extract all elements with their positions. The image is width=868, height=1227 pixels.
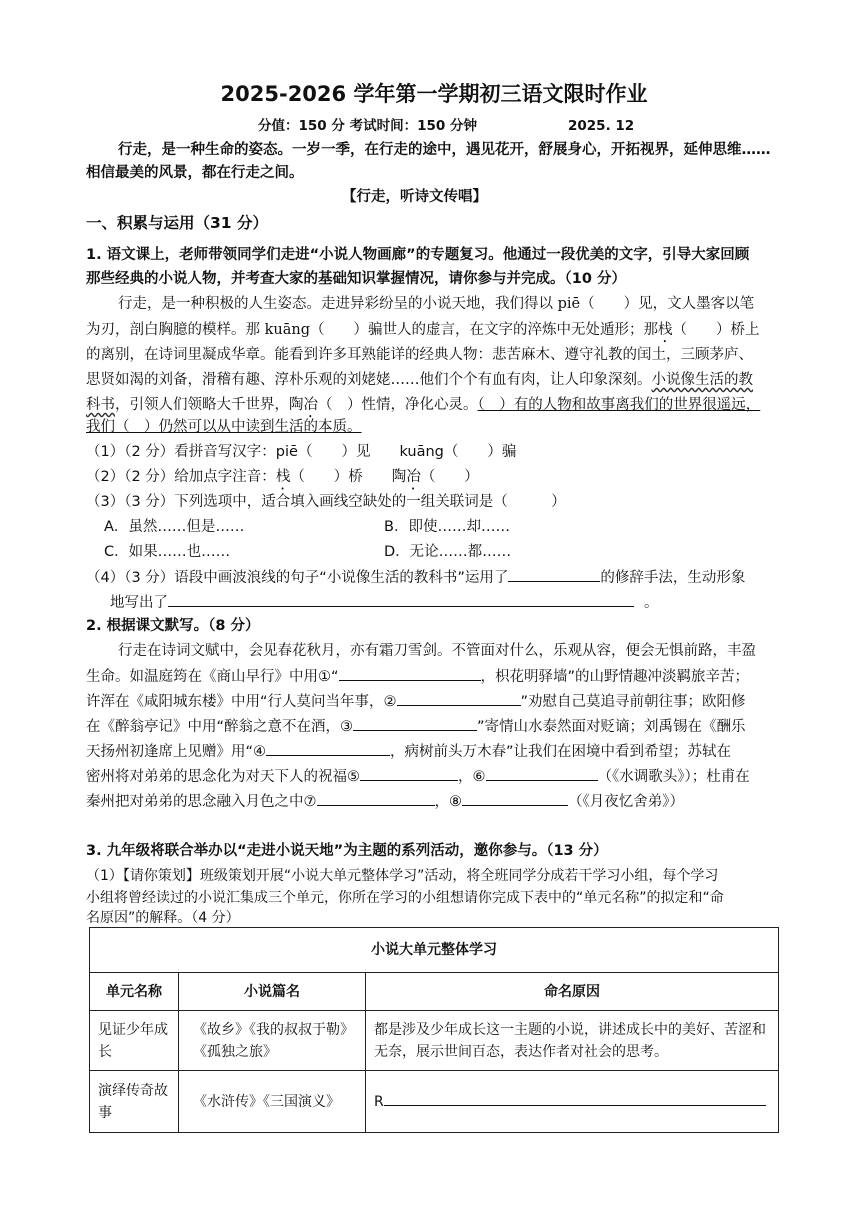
dotted-char: 栈 — [275, 469, 291, 485]
works-cell: 《水浒传》《三国演义》 — [179, 1071, 366, 1133]
q1-sub-1: （1）（2 分）看拼音写汉字：piē（ ）见 kuāng（ ）骗 — [86, 444, 517, 460]
answer-blank — [317, 791, 435, 806]
option-d: D．无论……都…… — [384, 544, 512, 560]
dotted-char: 栈 — [658, 322, 673, 338]
q1-passage-line-6: 我们（ ）仍然可以从中读到生活的本质。 — [86, 419, 362, 435]
q2-line-2: 生命。如温庭筠在《商山早行》中用①“ ，枳花明驿墙”的山野情趣冲淡羁旅辛苦； — [86, 666, 749, 687]
q1-sub-4: （4）（3 分）语段中画波浪线的句子“小说像生活的教科书”运用了 的修辞手法，生动形象 — [86, 567, 745, 588]
answer-blank — [360, 766, 458, 781]
answer-blank — [486, 766, 598, 781]
q1-passage-line-1: 行走，是一种积极的人生姿态。走进异彩纷呈的小说天地，我们得以 piē（ ）见，文人墨客以笔 — [118, 296, 755, 312]
q2-line-1: 行走在诗词文赋中，会见春花秋月，亦有霜刀雪剑。不管面对什么，乐观从容，便会无惧前路，丰盈 — [118, 643, 756, 659]
section-banner: 【行走，听诗文传唱】 — [342, 189, 487, 205]
unit-name-cell: 见证少年成长 — [90, 1011, 179, 1071]
wavy-underline-text: 小说像生活的教 — [651, 372, 753, 388]
reason-answer-cell[interactable]: R — [366, 1071, 779, 1133]
reason-cell: 都是涉及少年成长这一主题的小说，讲述成长中的美好、苦涩和无奈，展示世间百态，表达作者对社会的思考。 — [366, 1011, 779, 1071]
intro-line-2: 相信最美的风景，都在行走之间。 — [86, 165, 304, 181]
q2-line-6: 天扬州初逢席上见赠》用“④ ，病树前头万木春”让我们在困境中看到希望；苏轼在 — [86, 741, 731, 762]
table-caption: 小说大单元整体学习 — [90, 928, 779, 973]
works-cell: 《故乡》《我的叔叔于勒》《孤独之旅》 — [179, 1011, 366, 1071]
table-row — [90, 1011, 779, 1071]
answer-blank — [397, 691, 521, 706]
q1-passage-line-5: 科书，引领人们领略大千世界，陶冶（ ）性情，净化心灵。（ ）有的人物和故事离我们的世界很遥远， — [86, 397, 761, 413]
table-header: 命名原因 — [366, 973, 779, 1011]
underlined-blank-text: （ ）有的人物和故事离我们的世界很遥远， — [477, 397, 761, 413]
dotted-char: 冶 — [303, 397, 318, 413]
exam-meta-date: 2025. 12 — [568, 118, 635, 134]
option-b: B．即使……却…… — [384, 519, 510, 535]
table-header: 单元名称 — [90, 973, 179, 1011]
table-header: 小说篇名 — [179, 973, 366, 1011]
q2-line-3: 许浑在《咸阳城东楼》中用“行人莫问当年事，② ”劝慰自己莫追寻前朝往事；欧阳修 — [86, 691, 746, 712]
q1-passage-line-2: 为刃，剖白胸臆的模样。那 kuāng（ ）骗世人的虚言，在文字的淬炼中无处遁形；那栈（ ）桥上 — [86, 322, 760, 338]
q1-sub-4-cont: 地写出了 。 — [110, 592, 659, 613]
answer-blank — [462, 791, 568, 806]
q1-passage-line-3: 的离别，在诗词里凝成华章。能看到许多耳熟能详的经典人物：悲苦麻木、遵守礼教的闰土，三顾茅庐、 — [86, 347, 753, 363]
unit-name-cell: 演绎传奇故事 — [90, 1071, 179, 1133]
answer-blank — [339, 666, 481, 681]
q1-stem-line-2: 那些经典的小说人物，并考查大家的基础知识掌握情况，请你参与并完成。（10 分） — [86, 271, 626, 287]
q3-sub-1-line-3: 名原因”的解释。（4 分） — [86, 910, 240, 926]
table-row — [90, 1071, 779, 1133]
q2-stem: 2. 根据课文默写。（8 分） — [86, 618, 260, 634]
answer-blank — [353, 716, 477, 731]
q2-line-8: 秦州把对弟弟的思念融入月色之中⑦ ，⑧ （《月夜忆舍弟》） — [86, 791, 684, 812]
answer-blank — [266, 741, 390, 756]
wavy-underline-text: 科书 — [86, 397, 115, 413]
unit-table — [89, 927, 779, 1133]
q1-sub-2: （2）（2 分）给加点字注音：栈（ ）桥 陶冶（ ） — [86, 469, 479, 485]
dotted-char: 冶 — [406, 469, 421, 485]
answer-blank — [168, 592, 634, 607]
answer-blank[interactable] — [384, 1091, 766, 1106]
intro-line-1: 行走，是一种生命的姿态。一岁一季，在行走的途中，遇见花开，舒展身心，开拓视界，延伸思维…… — [118, 142, 771, 158]
q3-sub-1-line-1: （1）【请你策划】班级策划开展“小说大单元整体学习”活动，将全班同学分成若干学习小组，每个学习 — [86, 868, 719, 884]
q2-line-4: 在《醉翁亭记》中用“醉翁之意不在酒，③ ”寄情山水泰然面对贬谪；刘禹锡在《酬乐 — [86, 716, 746, 737]
q3-stem: 3. 九年级将联合举办以“走进小说天地”为主题的系列活动，邀你参与。（13 分） — [86, 843, 608, 859]
option-c: C．如果……也…… — [104, 544, 231, 560]
q2-line-7: 密州将对弟弟的思念化为对天下人的祝福⑤ ，⑥ （《水调歌头》）；杜甫在 — [86, 766, 750, 787]
q1-passage-line-4: 思贤如渴的刘备，滑稽有趣、淳朴乐观的刘姥姥……他们个个有血有肉，让人印象深刻。小说像生活的教 — [86, 372, 753, 388]
section-heading: 一、积累与运用（31 分） — [86, 214, 268, 232]
q1-stem-line-1: 1. 语文课上，老师带领同学们走进“小说人物画廊”的专题复习。他通过一段优美的文字，引导大家回顾 — [86, 247, 750, 263]
q3-sub-1-line-2: 小组将曾经读过的小说汇集成三个单元，你所在学习的小组想请你完成下表中的“单元名称”的拟定和“命 — [86, 890, 724, 906]
answer-blank — [508, 567, 600, 582]
option-a: A．虽然……但是…… — [104, 519, 245, 535]
exam-meta-score: 分值：150 分 考试时间：150 分钟 — [258, 118, 477, 134]
q1-sub-3: （3）（3 分）下列选项中，适合填入画线空缺处的一组关联词是（ ） — [86, 494, 566, 510]
page-title: 2025-2026 学年第一学期初三语文限时作业 — [220, 82, 648, 106]
